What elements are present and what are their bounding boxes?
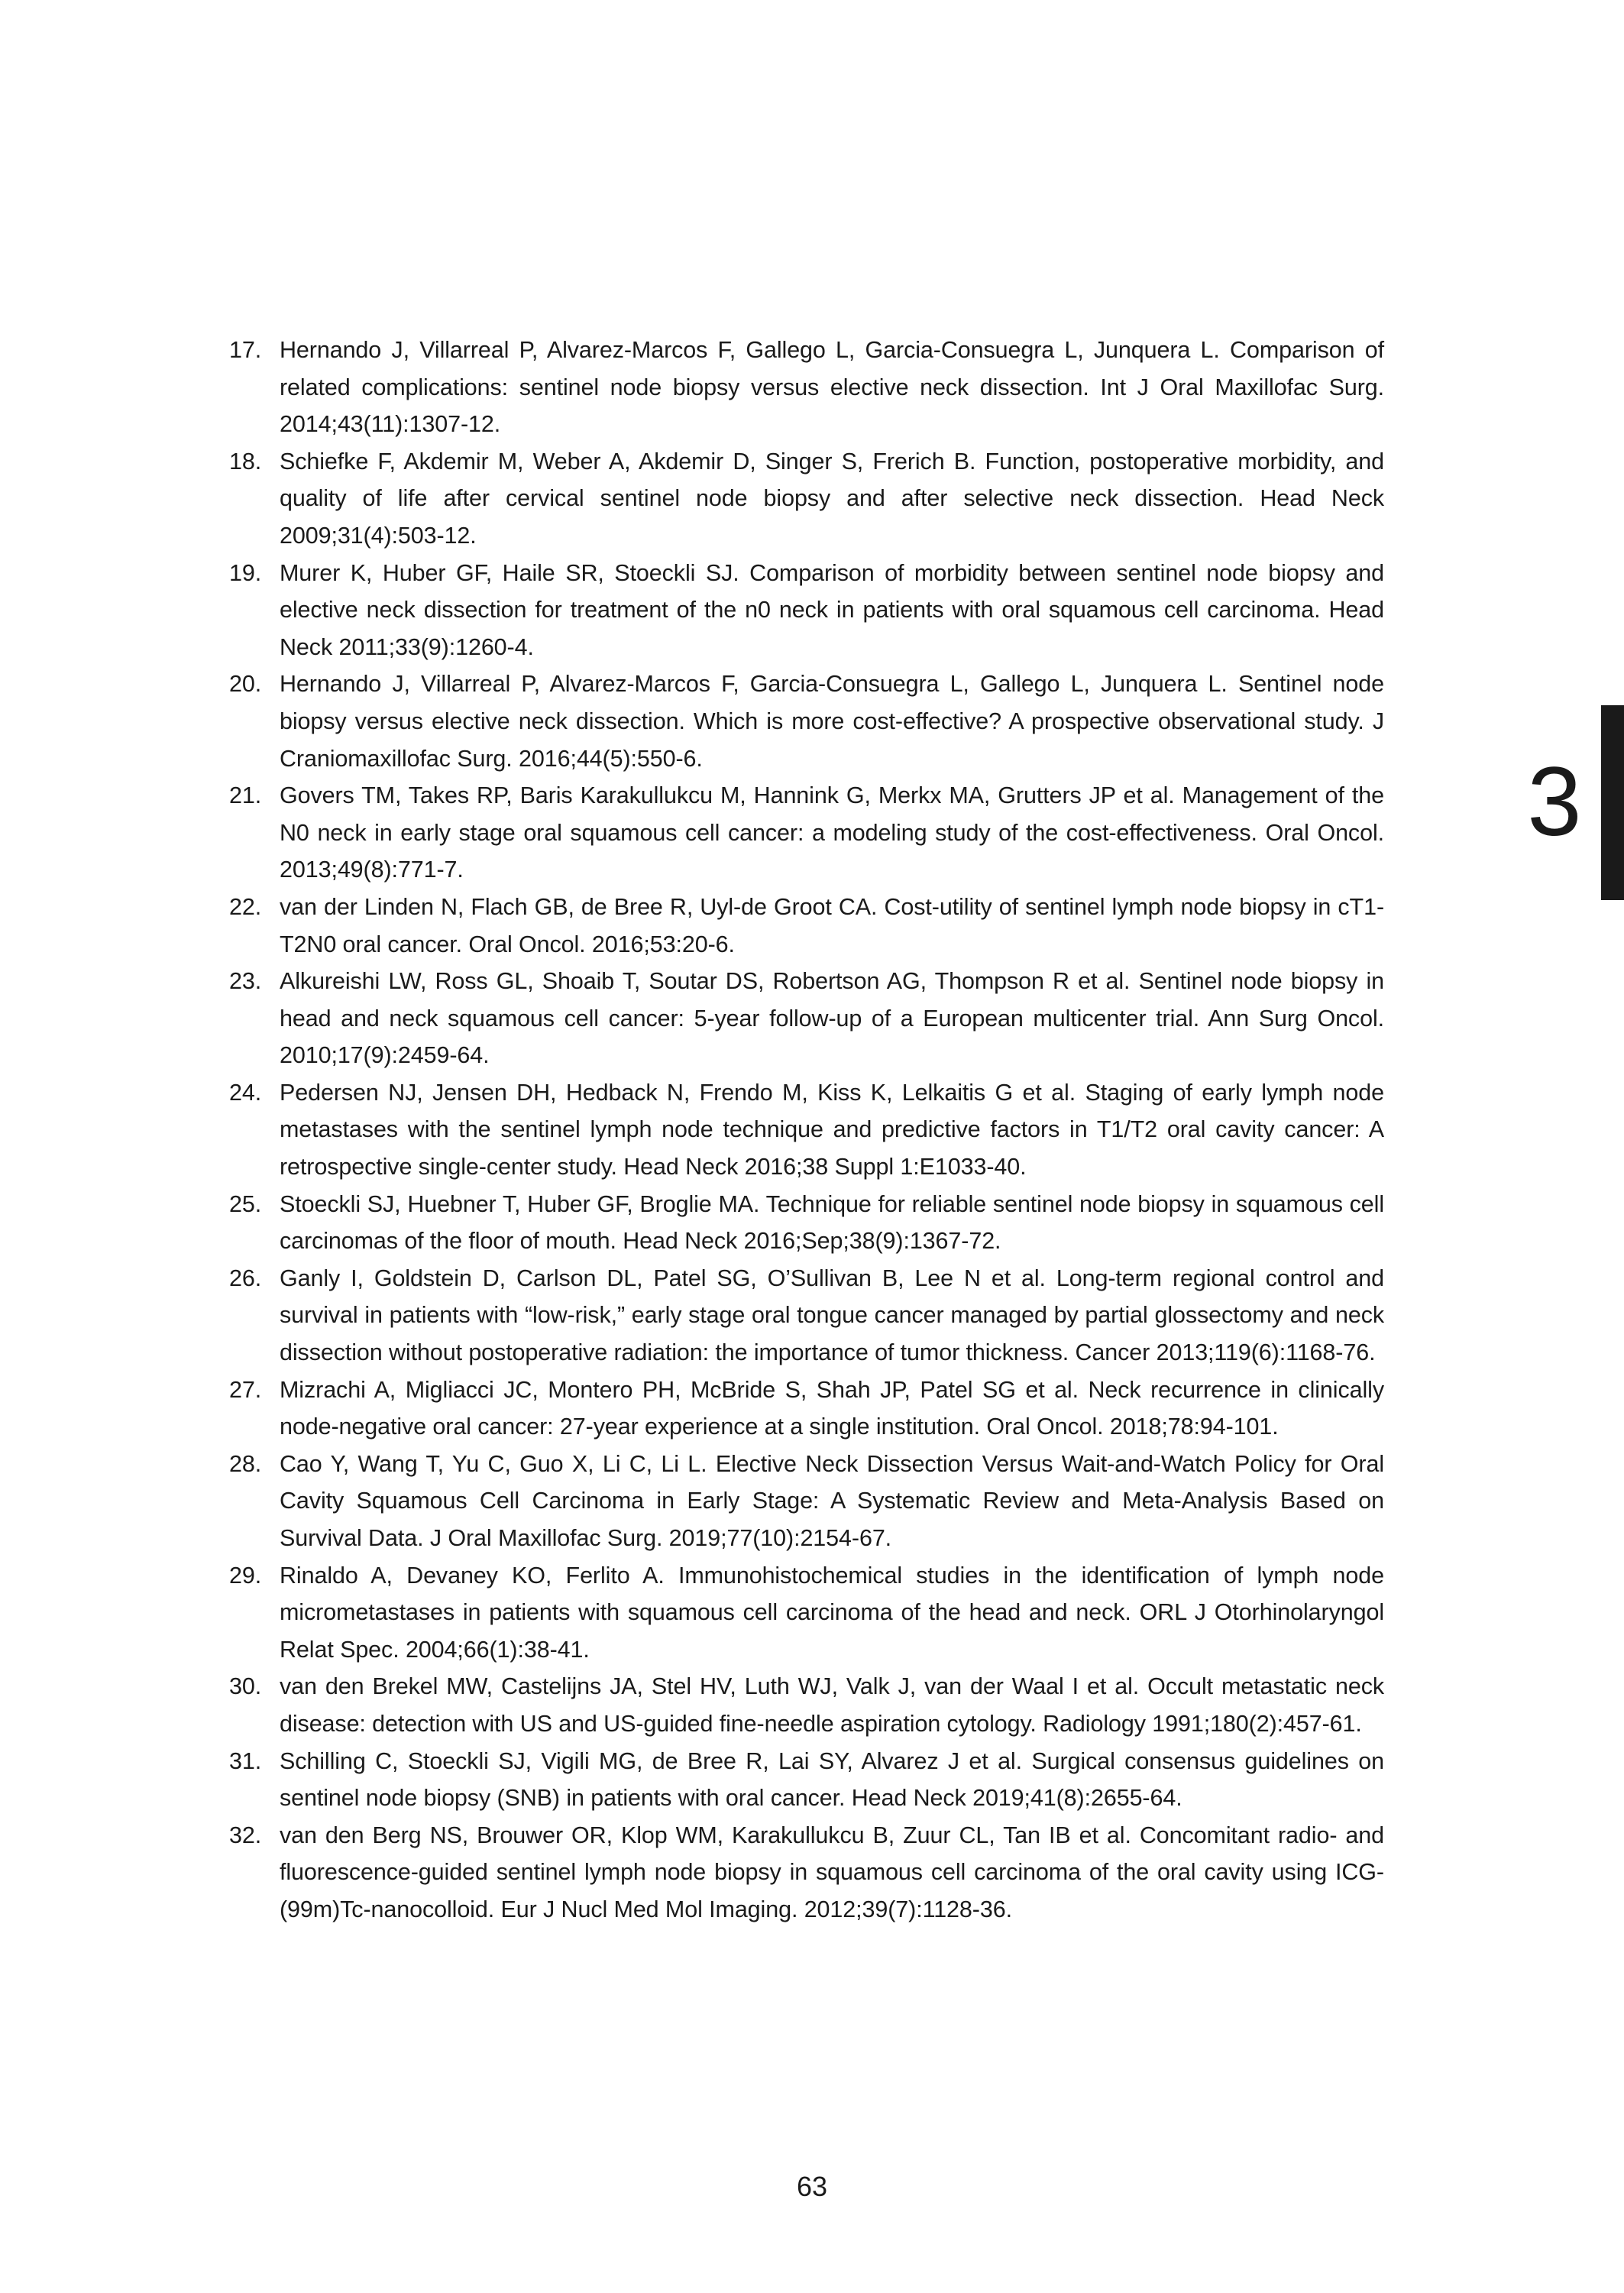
reference-item bbox=[229, 1186, 1384, 1260]
reference-item bbox=[229, 1260, 1384, 1372]
reference-text: Rinaldo A, Devaney KO, Ferlito A. Immunohistochemical studies in the identification of lymph node micrometastases in patients with squamous cell carcinoma of the head and neck. ORL J Otorhinolaryngol Relat Spec. 2004;66(1):38-41. bbox=[280, 1562, 1384, 1663]
reference-number: 18. bbox=[229, 448, 262, 474]
reference-text: van der Linden N, Flach GB, de Bree R, Uyl-de Groot CA. Cost-utility of sentinel lymph node biopsy in cT1-T2N0 oral cancer. Oral Oncol. 2016;53:20-6. bbox=[280, 893, 1384, 957]
reference-number: 32. bbox=[229, 1822, 262, 1848]
reference-text: van den Brekel MW, Castelijns JA, Stel HV, Luth WJ, Valk J, van der Waal I et al. Occult metastatic neck disease: detection with US and US-guided fine-needle aspiration cytology. Radiology 1991;180(2):457-61. bbox=[280, 1673, 1384, 1737]
reference-item bbox=[229, 963, 1384, 1074]
reference-number: 24. bbox=[229, 1079, 262, 1106]
reference-number: 17. bbox=[229, 337, 262, 363]
reference-text: Ganly I, Goldstein D, Carlson DL, Patel SG, O’Sullivan B, Lee N et al. Long-term regional control and survival in patients with “low-risk,” early stage oral tongue cancer managed by partial glossectomy and neck dissection without postoperative radiation: the importance of tumor thickness. Cancer 2013;119(6):1168-76. bbox=[280, 1265, 1384, 1366]
reference-item bbox=[229, 1817, 1384, 1929]
reference-number: 22. bbox=[229, 893, 262, 920]
reference-number: 28. bbox=[229, 1450, 262, 1477]
reference-item bbox=[229, 666, 1384, 777]
reference-number: 26. bbox=[229, 1265, 262, 1291]
chapter-tab-marker bbox=[1601, 705, 1624, 900]
reference-number: 21. bbox=[229, 782, 262, 809]
reference-number: 20. bbox=[229, 671, 262, 698]
chapter-number: 3 bbox=[1527, 747, 1582, 857]
reference-item bbox=[229, 777, 1384, 889]
reference-number: 23. bbox=[229, 968, 262, 995]
reference-item bbox=[229, 1557, 1384, 1669]
reference-text: van den Berg NS, Brouwer OR, Klop WM, Karakullukcu B, Zuur CL, Tan IB et al. Concomitant radio- and fluorescence-guided sentinel lymph node biopsy in squamous cell carcinoma of the oral cavity using ICG-(99m)Tc-nanocolloid. Eur J Nucl Med Mol Imaging. 2012;39(7):1128-36. bbox=[280, 1822, 1384, 1922]
reference-text: Govers TM, Takes RP, Baris Karakullukcu M, Hannink G, Merkx MA, Grutters JP et al. Management of the N0 neck in early stage oral squamous cell cancer: a modeling study of the cost-effectiveness. Oral Oncol. 2013;49(8):771-7. bbox=[280, 782, 1384, 883]
reference-text: Schiefke F, Akdemir M, Weber A, Akdemir D, Singer S, Frerich B. Function, postoperative morbidity, and quality of life after cervical sentinel node biopsy and after selective neck dissection. Head Neck 2009;31(4):503-12. bbox=[280, 448, 1384, 549]
reference-item bbox=[229, 1743, 1384, 1817]
reference-item bbox=[229, 889, 1384, 963]
reference-text: Hernando J, Villarreal P, Alvarez-Marcos F, Garcia-Consuegra L, Gallego L, Junquera L. Sentinel node biopsy versus elective neck dissection. Which is more cost-effective? A prospective observational study. J Craniomaxillofac Surg. 2016;44(5):550-6. bbox=[280, 671, 1384, 772]
page-number: 63 bbox=[796, 2171, 828, 2202]
reference-text: Hernando J, Villarreal P, Alvarez-Marcos F, Gallego L, Garcia-Consuegra L, Junquera L. Comparison of related complications: sentinel node biopsy versus elective neck dissection. Int J Oral Maxillofac Surg. 2014;43(11):1307-12. bbox=[280, 337, 1384, 438]
reference-list bbox=[229, 332, 1384, 1929]
reference-text: Mizrachi A, Migliacci JC, Montero PH, McBride S, Shah JP, Patel SG et al. Neck recurrence in clinically node-negative oral cancer: 27-year experience at a single institution. Oral Oncol. 2018;78:94-101. bbox=[280, 1376, 1384, 1440]
reference-text: Stoeckli SJ, Huebner T, Huber GF, Broglie MA. Technique for reliable sentinel node biopsy in squamous cell carcinomas of the floor of mouth. Head Neck 2016;Sep;38(9):1367-72. bbox=[280, 1190, 1384, 1255]
reference-text: Schilling C, Stoeckli SJ, Vigili MG, de Bree R, Lai SY, Alvarez J et al. Surgical consensus guidelines on sentinel node biopsy (SNB) in patients with oral cancer. Head Neck 2019;41(8):2655-64. bbox=[280, 1747, 1384, 1812]
reference-text: Cao Y, Wang T, Yu C, Guo X, Li C, Li L. Elective Neck Dissection Versus Wait-and-Watch Policy for Oral Cavity Squamous Cell Carcinoma in Early Stage: A Systematic Review and Meta-Analysis Based on Survival Data. J Oral Maxillofac Surg. 2019;77(10):2154-67. bbox=[280, 1450, 1384, 1551]
reference-text: Pedersen NJ, Jensen DH, Hedback N, Frendo M, Kiss K, Lelkaitis G et al. Staging of early lymph node metastases with the sentinel lymph node technique and predictive factors in T1/T2 oral cavity cancer: A retrospective single-center study. Head Neck 2016;38 Suppl 1:E1033-40. bbox=[280, 1079, 1384, 1181]
reference-text: Alkureishi LW, Ross GL, Shoaib T, Soutar DS, Robertson AG, Thompson R et al. Sentinel node biopsy in head and neck squamous cell cancer: 5-year follow-up of a European multicenter trial. Ann Surg Oncol. 2010;17(9):2459-64. bbox=[280, 968, 1384, 1069]
reference-number: 25. bbox=[229, 1190, 262, 1217]
reference-text: Murer K, Huber GF, Haile SR, Stoeckli SJ. Comparison of morbidity between sentinel node biopsy and elective neck dissection for treatment of the n0 neck in patients with oral squamous cell carcinoma. Head Neck 2011;33(9):1260-4. bbox=[280, 559, 1384, 660]
reference-item bbox=[229, 1668, 1384, 1742]
reference-number: 19. bbox=[229, 559, 262, 586]
reference-item bbox=[229, 1446, 1384, 1557]
reference-item bbox=[229, 1372, 1384, 1446]
reference-item bbox=[229, 332, 1384, 443]
reference-number: 27. bbox=[229, 1376, 262, 1403]
reference-item bbox=[229, 555, 1384, 666]
reference-number: 30. bbox=[229, 1673, 262, 1700]
reference-number: 31. bbox=[229, 1747, 262, 1774]
reference-item bbox=[229, 1074, 1384, 1186]
reference-number: 29. bbox=[229, 1562, 262, 1589]
reference-item bbox=[229, 443, 1384, 555]
